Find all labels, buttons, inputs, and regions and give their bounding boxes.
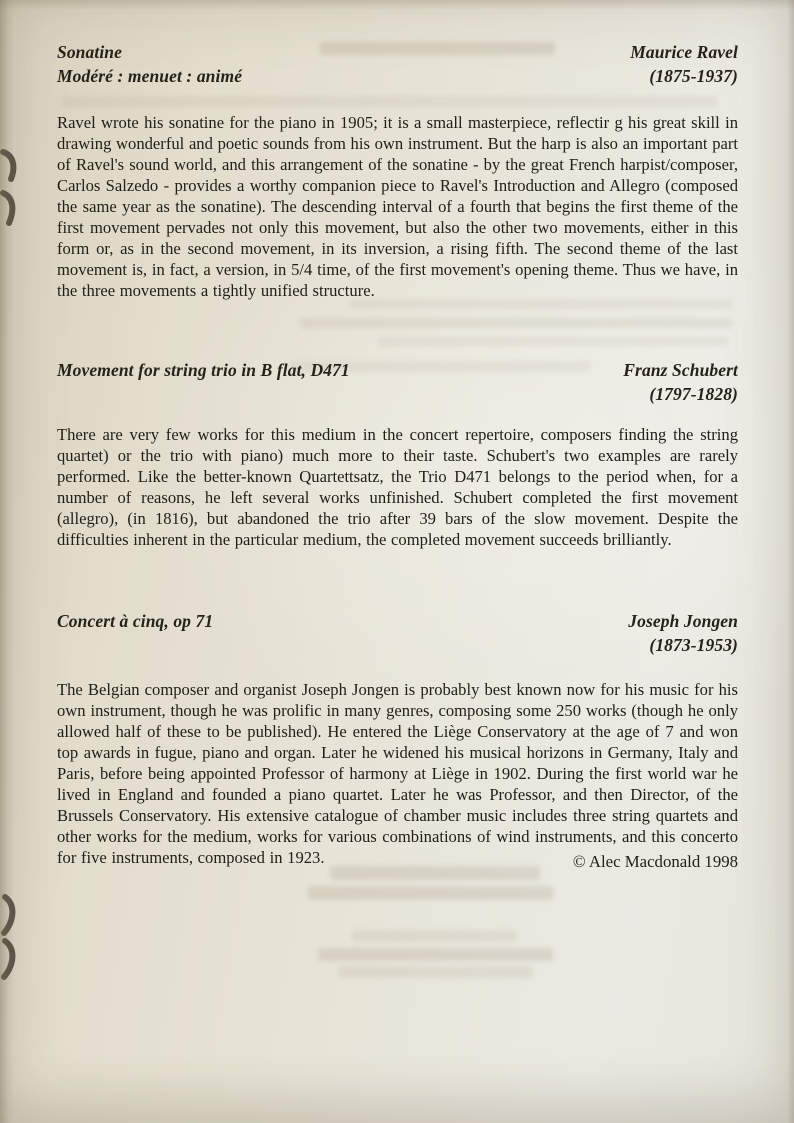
- composer-block: [628, 609, 738, 657]
- section-header-ravel: [57, 40, 738, 88]
- composer-dates: (1873-1953): [649, 635, 738, 655]
- show-through-smudge: [378, 337, 728, 346]
- composer-name: Maurice Ravel: [630, 42, 738, 62]
- show-through-smudge: [62, 96, 717, 107]
- show-through-smudge: [318, 948, 553, 961]
- work-title: [57, 358, 350, 382]
- composer-block: [623, 358, 738, 406]
- show-through-smudge: [338, 966, 533, 978]
- scan-edge-shadow-left: [0, 0, 14, 1123]
- section-header-jongen: [57, 609, 738, 657]
- programme-note-ravel: Ravel wrote his sonatine for the piano in 1905; it is a small masterpiece, reflectir g his great skill in drawing wonderful and poetic sounds from his own instrument. But the harp is also an important part of Ravel's sound world, and this arrangement of the sonatine - by the great French harpist/composer, Carlos Salzedo - provides a worthy companion piece to Ravel's Introduction and Allegro (composed the same year as the sonatine). The descending interval of a fourth that begins the first theme of the first movement pervades not only this movement, but also the other two movements, either in this form or, as in the second movement, in its inversion, a rising fifth. The second theme of the last movement is, in fact, a version, in 5/4 time, of the first movement's opening theme. Thus we have, in the three movements a tightly unified structure.: [57, 113, 738, 300]
- work-title-line: Concert à cinq, op 71: [57, 611, 214, 631]
- scan-edge-shadow-top: [0, 0, 794, 10]
- composer-dates: (1875-1937): [649, 66, 738, 86]
- programme-note-schubert: There are very few works for this medium in the concert repertoire, composers finding the string quartet) or the trio with piano) much more to their taste. Schubert's two examples are rarely performed. Like the better-known Quartettsatz, the Trio D471 belongs to the period when, for a number of reasons, he left several works unfinished. Schubert completed the first movement (allegro), (in 1816), but abandoned the trio after 39 bars of the slow movement. Despite the difficulties inherent in the particular medium, the completed movement succeeds brilliantly.: [57, 425, 738, 549]
- work-title: [57, 40, 242, 88]
- work-title-line: Sonatine: [57, 42, 122, 62]
- composer-block: [630, 40, 738, 88]
- programme-note-jongen: The Belgian composer and organist Joseph Jongen is probably best known now for his music for his own instrument, though he was prolific in many genres, composing some 250 works (though he only allowed half of these to be published). He entered the Liège Conservatory at the age of 7 and won top awards in fugue, piano and organ. Later he widened his musical horizons in Germany, Italy and Paris, before being appointed Professor of harmony at Liège in 1902. During the first world war he lived in England and founded a piano quartet. Later he was Professor, and then Director, of the Brussels Conservatory. His extensive catalogue of chamber music includes three string quartets and other works for the medium, works for various combinations of wind instruments, and this concerto for five instruments, composed in 1923.: [57, 680, 738, 867]
- work-movements-line: Modéré : menuet : animé: [57, 66, 243, 86]
- work-title: [57, 609, 213, 633]
- show-through-smudge: [308, 886, 553, 900]
- composer-name: Joseph Jongen: [628, 611, 738, 631]
- show-through-smudge: [352, 930, 517, 942]
- show-through-smudge: [300, 318, 732, 328]
- composer-dates: (1797-1828): [649, 384, 738, 404]
- scan-edge-shadow-right: [787, 0, 794, 1123]
- composer-name: Franz Schubert: [623, 360, 738, 380]
- work-title-line: Movement for string trio in B flat, D471: [57, 360, 350, 380]
- copyright-credit: © Alec Macdonald 1998: [572, 852, 738, 871]
- section-header-schubert: [57, 358, 738, 406]
